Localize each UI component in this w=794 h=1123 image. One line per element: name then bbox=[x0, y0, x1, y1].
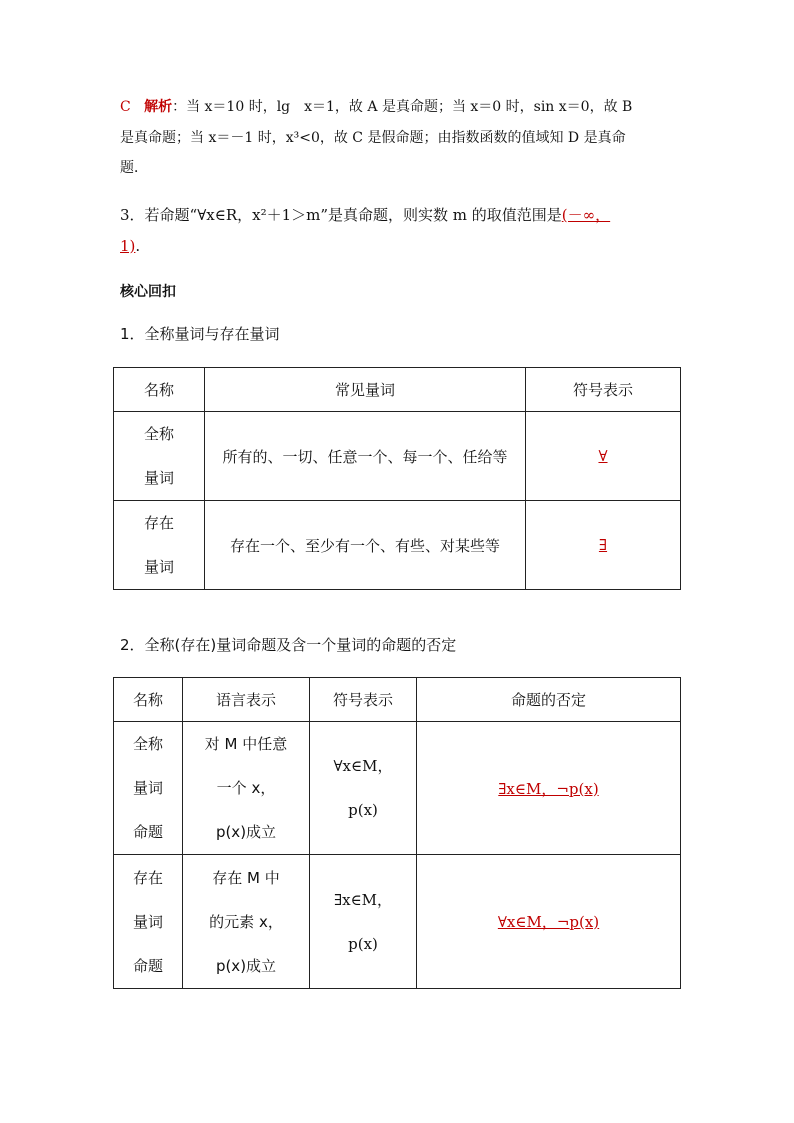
table-2-caption: 2．全称(存在)量词命题及含一个量词的命题的否定 bbox=[120, 636, 457, 654]
table-2-header-symbol: 符号表示 bbox=[310, 678, 417, 722]
table-1-header-row bbox=[114, 368, 681, 412]
table-2-header-negation: 命题的否定 bbox=[417, 678, 681, 722]
table-2-row-2-language: 存在 M 中 的元素 x， p(x)成立 bbox=[183, 855, 310, 989]
table-2-row-2-negation: ∀x∈M，¬p(x) bbox=[417, 855, 681, 989]
table-1-row-2-name: 存在 量词 bbox=[114, 501, 205, 590]
table-1-row-2-symbol: ∃ bbox=[526, 501, 681, 590]
table-1-row-1-words: 所有的、一切、任意一个、每一个、任给等 bbox=[205, 412, 526, 501]
quantifier-table bbox=[113, 367, 681, 590]
solution-line-3 bbox=[120, 158, 148, 178]
table-2-row-2-name: 存在 量词 命题 bbox=[114, 855, 183, 989]
solution-line-1 bbox=[120, 97, 632, 117]
table-1-row-1-symbol: ∀ bbox=[526, 412, 681, 501]
table-2-row-1-symbol: ∀x∈M， p(x) bbox=[310, 722, 417, 855]
table-1-row-1-name: 全称 量词 bbox=[114, 412, 205, 501]
table-row bbox=[114, 412, 681, 501]
question-3-blank-1: (－∞， bbox=[561, 206, 611, 224]
question-3-line-1 bbox=[120, 205, 610, 225]
question-3-text: 3．若命题“∀x∈R，x²＋1＞m”是真命题，则实数 m 的取值范围是 bbox=[120, 206, 562, 224]
solution-text-3: 题． bbox=[120, 160, 148, 176]
table-2-row-2-symbol: ∃x∈M， p(x) bbox=[310, 855, 417, 989]
table-2-row-1-name: 全称 量词 命题 bbox=[114, 722, 183, 855]
question-3-end: . bbox=[135, 237, 141, 255]
table-2-header-language: 语言表示 bbox=[183, 678, 310, 722]
negation-table bbox=[113, 677, 681, 989]
table-1-header-symbol: 符号表示 bbox=[526, 368, 681, 412]
table-1-header-words: 常见量词 bbox=[205, 368, 526, 412]
table-2-header-row bbox=[114, 678, 681, 722]
table-row bbox=[114, 855, 681, 989]
question-3-line-2 bbox=[120, 236, 140, 256]
solution-text-2: 是真命题；当 x＝－1 时，x³<0，故 C 是假命题；由指数函数的值域知 D 是真命 bbox=[120, 130, 626, 146]
table-2-header-name: 名称 bbox=[114, 678, 183, 722]
table-row bbox=[114, 722, 681, 855]
solution-label: 解析 bbox=[144, 99, 173, 115]
table-1-header-name: 名称 bbox=[114, 368, 205, 412]
solution-text-1: ：当 x＝10 时，lg x＝1，故 A 是真命题；当 x＝0 时，sin x＝0，故 B bbox=[172, 99, 633, 115]
table-1-row-2-words: 存在一个、至少有一个、有些、对某些等 bbox=[205, 501, 526, 590]
section-title: 核心回扣 bbox=[120, 284, 176, 300]
table-2-row-1-negation: ∃x∈M，¬p(x) bbox=[417, 722, 681, 855]
answer-letter: C bbox=[120, 99, 131, 115]
table-row bbox=[114, 501, 681, 590]
solution-line-2 bbox=[120, 128, 626, 148]
question-3-blank-2: 1) bbox=[120, 237, 136, 255]
table-1-caption: 1．全称量词与存在量词 bbox=[120, 325, 280, 343]
table-2-row-1-language: 对 M 中任意 一个 x， p(x)成立 bbox=[183, 722, 310, 855]
